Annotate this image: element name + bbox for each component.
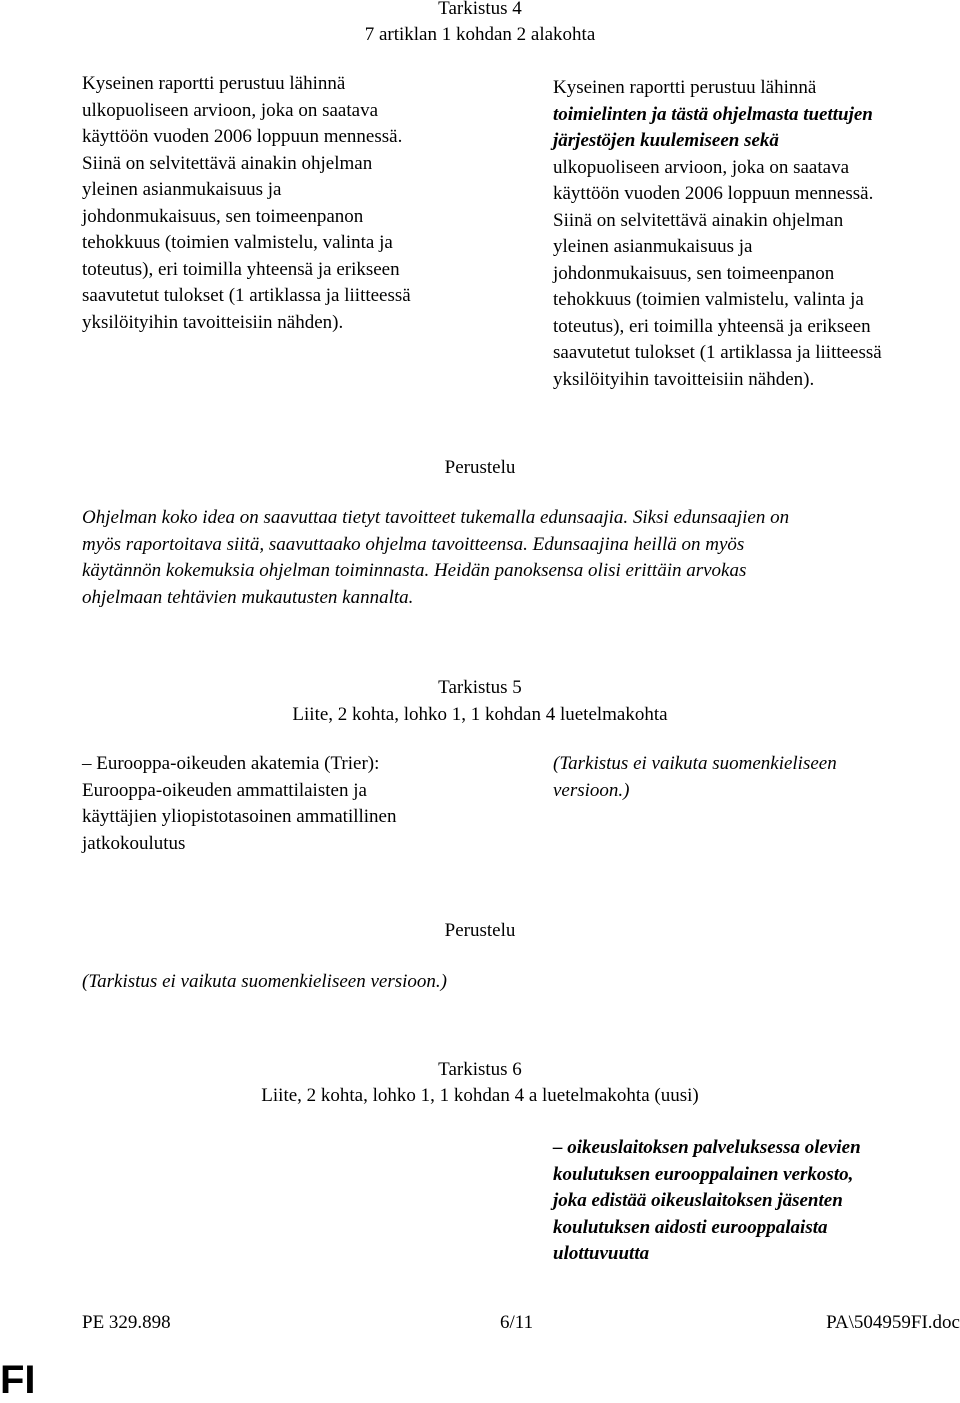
text-line: Ohjelman koko idea on saavuttaa tietyt tavoitteet tukemalla edunsaajia. Siksi edunsaajien on — [82, 507, 790, 528]
amendment5-justification-heading: Perustelu — [444, 920, 516, 941]
language-code: FI — [0, 1358, 36, 1402]
text-line: jatkokoulutus — [82, 832, 186, 854]
text-line: toteutus), eri toimilla yhteensä ja erikseen — [82, 258, 400, 280]
text-line: myös raportoitava siitä, saavuttaako ohjelma tavoitteensa. Edunsaajina heillä on myös — [82, 533, 745, 555]
text-line: Eurooppa-oikeuden ammattilaisten ja — [82, 779, 367, 801]
amendment4-original-text — [82, 71, 502, 336]
text-line: tehokkuus (toimien valmistelu, valinta ja — [553, 289, 864, 310]
amendment5-subtitle: Liite, 2 kohta, lohko 1, 1 kohdan 4 luetelmakohta — [292, 704, 668, 725]
added-text-line: järjestöjen kuulemiseen sekä — [553, 130, 779, 151]
added-text-line: ulottuvuutta — [553, 1243, 650, 1264]
added-text-line: koulutuksen aidosti eurooppalaista — [553, 1216, 828, 1238]
text-line: Kyseinen raportti perustuu lähinnä — [82, 73, 346, 94]
text-line: Siinä on selvitettävä ainakin ohjelman — [553, 209, 844, 231]
text-line: johdonmukaisuus, sen toimeenpanon — [553, 262, 835, 284]
added-text-line: koulutuksen eurooppalainen verkosto, — [553, 1163, 854, 1185]
amendment4-amended-text — [553, 75, 960, 393]
text-line: – Eurooppa-oikeuden akatemia (Trier): — [82, 753, 380, 774]
amendment5-original-text — [82, 751, 502, 857]
footer-page-number: 6/11 — [500, 1312, 534, 1333]
amendment5-amended-text — [553, 751, 960, 804]
amendment6-amended-text — [553, 1135, 960, 1268]
amendment6-subtitle: Liite, 2 kohta, lohko 1, 1 kohdan 4 a luetelmakohta (uusi) — [261, 1085, 699, 1106]
text-line: käyttäjien yliopistotasoinen ammatillinen — [82, 806, 397, 827]
amendment5-title: Tarkistus 5 — [438, 677, 522, 698]
text-line: (Tarkistus ei vaikuta suomenkieliseen — [553, 753, 837, 774]
added-text-line: – oikeuslaitoksen palveluksessa olevien — [553, 1137, 861, 1158]
footer-file-name: PA\504959FI.doc — [826, 1312, 960, 1333]
text-line: yleinen asianmukaisuus ja — [82, 179, 282, 200]
text-line: toteutus), eri toimilla yhteensä ja erikseen — [553, 315, 871, 337]
text-line: yleinen asianmukaisuus ja — [553, 236, 753, 257]
text-line: ulkopuoliseen arvioon, joka on saatava — [82, 99, 379, 121]
text-line: ohjelmaan tehtävien mukautusten kannalta. — [82, 586, 414, 608]
text-line: saavutetut tulokset (1 artiklassa ja liitteessä — [82, 285, 411, 306]
amendment6-title: Tarkistus 6 — [438, 1059, 522, 1080]
text-line: käytännön kokemuksia ohjelman toiminnasta. Heidän panoksensa olisi erittäin arvokas — [82, 560, 747, 581]
amendment5-justification-text: (Tarkistus ei vaikuta suomenkieliseen versioon.) — [82, 971, 447, 992]
text-line: käyttöön vuoden 2006 loppuun mennessä. — [553, 183, 874, 204]
added-text-line: toimielinten ja tästä ohjelmasta tuettujen — [553, 103, 873, 125]
text-line: tehokkuus (toimien valmistelu, valinta ja — [82, 232, 393, 253]
added-text-line: joka edistää oikeuslaitoksen jäsenten — [553, 1190, 843, 1211]
text-line: Kyseinen raportti perustuu lähinnä — [553, 77, 817, 98]
text-line: johdonmukaisuus, sen toimeenpanon — [82, 205, 364, 227]
footer-document-reference: PE 329.898 — [82, 1312, 171, 1333]
text-line: yksilöityihin tavoitteisiin nähden). — [553, 368, 815, 390]
text-line: versioon.) — [553, 779, 630, 801]
text-line: Siinä on selvitettävä ainakin ohjelman — [82, 152, 373, 174]
amendment4-title: Tarkistus 4 — [438, 0, 522, 19]
text-line: yksilöityihin tavoitteisiin nähden). — [82, 311, 344, 333]
text-line: käyttöön vuoden 2006 loppuun mennessä. — [82, 126, 403, 147]
text-line: ulkopuoliseen arvioon, joka on saatava — [553, 156, 850, 178]
amendment4-justification-text — [82, 505, 960, 611]
amendment4-subtitle: 7 artiklan 1 kohdan 2 alakohta — [364, 24, 596, 45]
text-line: saavutetut tulokset (1 artiklassa ja liitteessä — [553, 342, 882, 363]
amendment4-justification-heading: Perustelu — [444, 457, 516, 478]
